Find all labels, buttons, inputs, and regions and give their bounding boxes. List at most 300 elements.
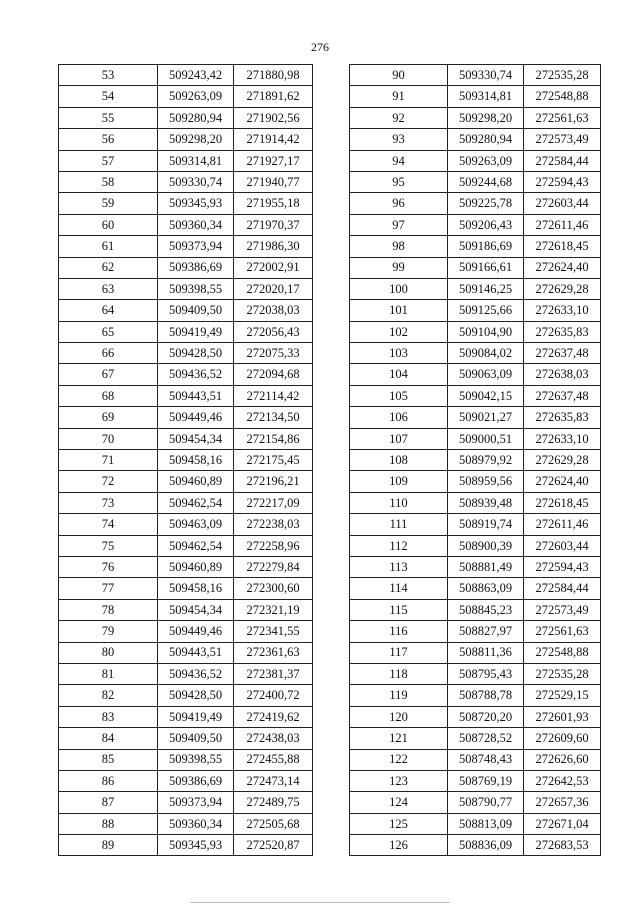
table-row: [350, 835, 601, 856]
table-row: [59, 471, 313, 492]
table-row: [350, 300, 601, 321]
y-coordinate-cell: 272114,42: [234, 385, 313, 406]
y-coordinate-cell: 272642,53: [524, 770, 601, 791]
x-coordinate-cell: 509443,51: [158, 385, 234, 406]
table-row: [350, 706, 601, 727]
table-row: [59, 770, 313, 791]
x-coordinate-cell: 508790,77: [448, 792, 524, 813]
x-coordinate-cell: 509449,46: [158, 621, 234, 642]
x-coordinate-cell: 508979,92: [448, 450, 524, 471]
table-row: [59, 535, 313, 556]
y-coordinate-cell: 272683,53: [524, 835, 601, 856]
table-row: [59, 792, 313, 813]
x-coordinate-cell: 508728,52: [448, 728, 524, 749]
table-row: [59, 86, 313, 107]
table-row: [59, 236, 313, 257]
point-number-cell: 65: [59, 321, 158, 342]
y-coordinate-cell: 272520,87: [234, 835, 313, 856]
point-number-cell: 73: [59, 492, 158, 513]
x-coordinate-cell: 509419,49: [158, 706, 234, 727]
y-coordinate-cell: 271880,98: [234, 65, 313, 86]
table-row: [59, 385, 313, 406]
y-coordinate-cell: 272594,43: [524, 556, 601, 577]
bottom-scan-line: [190, 902, 450, 903]
table-row: [350, 343, 601, 364]
y-coordinate-cell: 272279,84: [234, 556, 313, 577]
point-number-cell: 78: [59, 599, 158, 620]
point-number-cell: 116: [350, 621, 448, 642]
x-coordinate-cell: 509298,20: [448, 107, 524, 128]
y-coordinate-cell: 272300,60: [234, 578, 313, 599]
table-row: [59, 193, 313, 214]
y-coordinate-cell: 272594,43: [524, 171, 601, 192]
x-coordinate-cell: 508845,23: [448, 599, 524, 620]
table-row: [350, 492, 601, 513]
point-number-cell: 82: [59, 685, 158, 706]
table-row: [350, 86, 601, 107]
y-coordinate-cell: 272196,21: [234, 471, 313, 492]
x-coordinate-cell: 508939,48: [448, 492, 524, 513]
x-coordinate-cell: 509146,25: [448, 278, 524, 299]
point-number-cell: 120: [350, 706, 448, 727]
point-number-cell: 90: [350, 65, 448, 86]
table-row: [59, 364, 313, 385]
table-row: [59, 642, 313, 663]
y-coordinate-cell: 272618,45: [524, 492, 601, 513]
point-number-cell: 95: [350, 171, 448, 192]
point-number-cell: 106: [350, 407, 448, 428]
point-number-cell: 70: [59, 428, 158, 449]
y-coordinate-cell: 272633,10: [524, 428, 601, 449]
point-number-cell: 80: [59, 642, 158, 663]
x-coordinate-cell: 509460,89: [158, 556, 234, 577]
y-coordinate-cell: 272603,44: [524, 193, 601, 214]
point-number-cell: 81: [59, 663, 158, 684]
point-number-cell: 56: [59, 129, 158, 150]
point-number-cell: 59: [59, 193, 158, 214]
x-coordinate-cell: 509125,66: [448, 300, 524, 321]
point-number-cell: 118: [350, 663, 448, 684]
y-coordinate-cell: 272609,60: [524, 728, 601, 749]
y-coordinate-cell: 272134,50: [234, 407, 313, 428]
table-row: [59, 706, 313, 727]
y-coordinate-cell: 271914,42: [234, 129, 313, 150]
x-coordinate-cell: 509330,74: [448, 65, 524, 86]
y-coordinate-cell: 271986,30: [234, 236, 313, 257]
x-coordinate-cell: 509000,51: [448, 428, 524, 449]
y-coordinate-cell: 272258,96: [234, 535, 313, 556]
point-number-cell: 121: [350, 728, 448, 749]
x-coordinate-cell: 509298,20: [158, 129, 234, 150]
y-coordinate-cell: 272561,63: [524, 621, 601, 642]
table-row: [59, 278, 313, 299]
x-coordinate-cell: 509409,50: [158, 728, 234, 749]
point-number-cell: 84: [59, 728, 158, 749]
point-number-cell: 105: [350, 385, 448, 406]
point-number-cell: 114: [350, 578, 448, 599]
point-number-cell: 57: [59, 150, 158, 171]
table-row: [350, 621, 601, 642]
point-number-cell: 112: [350, 535, 448, 556]
table-row: [350, 257, 601, 278]
x-coordinate-cell: 509166,61: [448, 257, 524, 278]
x-coordinate-cell: 509462,54: [158, 492, 234, 513]
table-row: [350, 171, 601, 192]
y-coordinate-cell: 272321,19: [234, 599, 313, 620]
y-coordinate-cell: 272573,49: [524, 599, 601, 620]
table-row: [59, 685, 313, 706]
y-coordinate-cell: 272638,03: [524, 364, 601, 385]
table-row: [350, 428, 601, 449]
x-coordinate-cell: 509409,50: [158, 300, 234, 321]
x-coordinate-cell: 508827,97: [448, 621, 524, 642]
point-number-cell: 102: [350, 321, 448, 342]
x-coordinate-cell: 509436,52: [158, 364, 234, 385]
point-number-cell: 87: [59, 792, 158, 813]
y-coordinate-cell: 272489,75: [234, 792, 313, 813]
x-coordinate-cell: 509460,89: [158, 471, 234, 492]
point-number-cell: 115: [350, 599, 448, 620]
y-coordinate-cell: 272624,40: [524, 471, 601, 492]
table-row: [59, 728, 313, 749]
x-coordinate-cell: 509428,50: [158, 343, 234, 364]
x-coordinate-cell: 509386,69: [158, 257, 234, 278]
x-coordinate-cell: 509206,43: [448, 214, 524, 235]
point-number-cell: 62: [59, 257, 158, 278]
point-number-cell: 125: [350, 813, 448, 834]
table-row: [350, 578, 601, 599]
table-row: [350, 236, 601, 257]
point-number-cell: 66: [59, 343, 158, 364]
x-coordinate-cell: 509021,27: [448, 407, 524, 428]
table-row: [350, 599, 601, 620]
table-row: [350, 385, 601, 406]
point-number-cell: 93: [350, 129, 448, 150]
x-coordinate-cell: 509244,68: [448, 171, 524, 192]
y-coordinate-cell: 272611,46: [524, 214, 601, 235]
y-coordinate-cell: 272629,28: [524, 278, 601, 299]
coordinates-table-left-body: [59, 65, 313, 856]
point-number-cell: 104: [350, 364, 448, 385]
point-number-cell: 83: [59, 706, 158, 727]
table-row: [59, 813, 313, 834]
y-coordinate-cell: 272038,03: [234, 300, 313, 321]
point-number-cell: 67: [59, 364, 158, 385]
x-coordinate-cell: 509462,54: [158, 535, 234, 556]
y-coordinate-cell: 272075,33: [234, 343, 313, 364]
x-coordinate-cell: 509345,93: [158, 835, 234, 856]
x-coordinate-cell: 509428,50: [158, 685, 234, 706]
point-number-cell: 71: [59, 450, 158, 471]
table-row: [350, 535, 601, 556]
y-coordinate-cell: 272473,14: [234, 770, 313, 791]
point-number-cell: 85: [59, 749, 158, 770]
point-number-cell: 117: [350, 642, 448, 663]
table-row: [350, 450, 601, 471]
y-coordinate-cell: 272529,15: [524, 685, 601, 706]
y-coordinate-cell: 272635,83: [524, 321, 601, 342]
y-coordinate-cell: 272535,28: [524, 663, 601, 684]
x-coordinate-cell: 509360,34: [158, 214, 234, 235]
point-number-cell: 96: [350, 193, 448, 214]
y-coordinate-cell: 272624,40: [524, 257, 601, 278]
table-row: [59, 450, 313, 471]
point-number-cell: 101: [350, 300, 448, 321]
x-coordinate-cell: 508813,09: [448, 813, 524, 834]
x-coordinate-cell: 509436,52: [158, 663, 234, 684]
y-coordinate-cell: 272217,09: [234, 492, 313, 513]
y-coordinate-cell: 271970,37: [234, 214, 313, 235]
table-row: [350, 685, 601, 706]
table-row: [59, 214, 313, 235]
x-coordinate-cell: 509443,51: [158, 642, 234, 663]
table-row: [59, 321, 313, 342]
point-number-cell: 60: [59, 214, 158, 235]
point-number-cell: 79: [59, 621, 158, 642]
x-coordinate-cell: 509104,90: [448, 321, 524, 342]
x-coordinate-cell: 509398,55: [158, 749, 234, 770]
point-number-cell: 72: [59, 471, 158, 492]
table-row: [350, 556, 601, 577]
point-number-cell: 53: [59, 65, 158, 86]
table-row: [350, 728, 601, 749]
x-coordinate-cell: 508720,20: [448, 706, 524, 727]
y-coordinate-cell: 272584,44: [524, 150, 601, 171]
point-number-cell: 113: [350, 556, 448, 577]
table-row: [350, 214, 601, 235]
table-row: [350, 407, 601, 428]
point-number-cell: 119: [350, 685, 448, 706]
x-coordinate-cell: 508919,74: [448, 514, 524, 535]
y-coordinate-cell: 272020,17: [234, 278, 313, 299]
point-number-cell: 99: [350, 257, 448, 278]
table-row: [59, 428, 313, 449]
y-coordinate-cell: 272341,55: [234, 621, 313, 642]
table-row: [59, 300, 313, 321]
table-row: [59, 621, 313, 642]
table-row: [350, 193, 601, 214]
coordinates-table-left: [58, 64, 313, 856]
point-number-cell: 55: [59, 107, 158, 128]
table-row: [350, 65, 601, 86]
table-row: [350, 471, 601, 492]
x-coordinate-cell: 509186,69: [448, 236, 524, 257]
x-coordinate-cell: 508881,49: [448, 556, 524, 577]
point-number-cell: 107: [350, 428, 448, 449]
y-coordinate-cell: 272175,45: [234, 450, 313, 471]
y-coordinate-cell: 272635,83: [524, 407, 601, 428]
y-coordinate-cell: 272154,86: [234, 428, 313, 449]
table-row: [350, 749, 601, 770]
y-coordinate-cell: 272548,88: [524, 86, 601, 107]
x-coordinate-cell: 509263,09: [158, 86, 234, 107]
x-coordinate-cell: 509373,94: [158, 792, 234, 813]
y-coordinate-cell: 272455,88: [234, 749, 313, 770]
x-coordinate-cell: 508863,09: [448, 578, 524, 599]
point-number-cell: 86: [59, 770, 158, 791]
y-coordinate-cell: 272548,88: [524, 642, 601, 663]
x-coordinate-cell: 508900,39: [448, 535, 524, 556]
table-row: [350, 321, 601, 342]
point-number-cell: 110: [350, 492, 448, 513]
y-coordinate-cell: 271927,17: [234, 150, 313, 171]
table-row: [59, 257, 313, 278]
y-coordinate-cell: 271891,62: [234, 86, 313, 107]
x-coordinate-cell: 508836,09: [448, 835, 524, 856]
x-coordinate-cell: 508748,43: [448, 749, 524, 770]
x-coordinate-cell: 509454,34: [158, 428, 234, 449]
x-coordinate-cell: 509360,34: [158, 813, 234, 834]
y-coordinate-cell: 272535,28: [524, 65, 601, 86]
x-coordinate-cell: 508769,19: [448, 770, 524, 791]
table-row: [59, 514, 313, 535]
y-coordinate-cell: 271902,56: [234, 107, 313, 128]
point-number-cell: 124: [350, 792, 448, 813]
table-row: [59, 749, 313, 770]
point-number-cell: 77: [59, 578, 158, 599]
y-coordinate-cell: 272633,10: [524, 300, 601, 321]
table-row: [350, 364, 601, 385]
point-number-cell: 103: [350, 343, 448, 364]
point-number-cell: 91: [350, 86, 448, 107]
x-coordinate-cell: 509330,74: [158, 171, 234, 192]
x-coordinate-cell: 509063,09: [448, 364, 524, 385]
x-coordinate-cell: 509463,09: [158, 514, 234, 535]
x-coordinate-cell: 509042,15: [448, 385, 524, 406]
x-coordinate-cell: 508811,36: [448, 642, 524, 663]
x-coordinate-cell: 509225,78: [448, 193, 524, 214]
point-number-cell: 94: [350, 150, 448, 171]
x-coordinate-cell: 508788,78: [448, 685, 524, 706]
point-number-cell: 100: [350, 278, 448, 299]
x-coordinate-cell: 509454,34: [158, 599, 234, 620]
table-row: [350, 813, 601, 834]
table-row: [350, 792, 601, 813]
table-row: [350, 770, 601, 791]
x-coordinate-cell: 509419,49: [158, 321, 234, 342]
y-coordinate-cell: 272573,49: [524, 129, 601, 150]
table-row: [59, 107, 313, 128]
point-number-cell: 69: [59, 407, 158, 428]
x-coordinate-cell: 509373,94: [158, 236, 234, 257]
y-coordinate-cell: 272637,48: [524, 385, 601, 406]
y-coordinate-cell: 272056,43: [234, 321, 313, 342]
point-number-cell: 61: [59, 236, 158, 257]
point-number-cell: 89: [59, 835, 158, 856]
y-coordinate-cell: 272637,48: [524, 343, 601, 364]
x-coordinate-cell: 509314,81: [158, 150, 234, 171]
table-row: [59, 150, 313, 171]
y-coordinate-cell: 272419,62: [234, 706, 313, 727]
x-coordinate-cell: 509386,69: [158, 770, 234, 791]
x-coordinate-cell: 509084,02: [448, 343, 524, 364]
table-row: [350, 663, 601, 684]
point-number-cell: 88: [59, 813, 158, 834]
point-number-cell: 109: [350, 471, 448, 492]
x-coordinate-cell: 509398,55: [158, 278, 234, 299]
page-number: 276: [311, 40, 329, 54]
point-number-cell: 58: [59, 171, 158, 192]
point-number-cell: 111: [350, 514, 448, 535]
x-coordinate-cell: 509345,93: [158, 193, 234, 214]
y-coordinate-cell: 272002,91: [234, 257, 313, 278]
table-row: [350, 150, 601, 171]
table-row: [350, 642, 601, 663]
table-row: [59, 492, 313, 513]
table-row: [350, 107, 601, 128]
table-row: [59, 171, 313, 192]
point-number-cell: 76: [59, 556, 158, 577]
y-coordinate-cell: 272626,60: [524, 749, 601, 770]
table-row: [59, 343, 313, 364]
y-coordinate-cell: 271955,18: [234, 193, 313, 214]
point-number-cell: 75: [59, 535, 158, 556]
y-coordinate-cell: 272657,36: [524, 792, 601, 813]
coordinates-table-right: [349, 64, 601, 856]
x-coordinate-cell: 509280,94: [158, 107, 234, 128]
table-row: [59, 65, 313, 86]
x-coordinate-cell: 509280,94: [448, 129, 524, 150]
point-number-cell: 74: [59, 514, 158, 535]
table-row: [350, 129, 601, 150]
y-coordinate-cell: 272505,68: [234, 813, 313, 834]
table-row: [59, 835, 313, 856]
coordinates-table-right-body: [350, 65, 601, 856]
y-coordinate-cell: 272238,03: [234, 514, 313, 535]
table-row: [59, 599, 313, 620]
y-coordinate-cell: 272629,28: [524, 450, 601, 471]
point-number-cell: 97: [350, 214, 448, 235]
table-row: [59, 663, 313, 684]
x-coordinate-cell: 508795,43: [448, 663, 524, 684]
x-coordinate-cell: 509458,16: [158, 450, 234, 471]
y-coordinate-cell: 272611,46: [524, 514, 601, 535]
point-number-cell: 98: [350, 236, 448, 257]
table-row: [350, 514, 601, 535]
y-coordinate-cell: 272381,37: [234, 663, 313, 684]
y-coordinate-cell: 272400,72: [234, 685, 313, 706]
table-row: [350, 278, 601, 299]
y-coordinate-cell: 272361,63: [234, 642, 313, 663]
y-coordinate-cell: 272094,68: [234, 364, 313, 385]
table-row: [59, 407, 313, 428]
y-coordinate-cell: 272603,44: [524, 535, 601, 556]
x-coordinate-cell: 509449,46: [158, 407, 234, 428]
point-number-cell: 68: [59, 385, 158, 406]
y-coordinate-cell: 272601,93: [524, 706, 601, 727]
x-coordinate-cell: 509458,16: [158, 578, 234, 599]
y-coordinate-cell: 272618,45: [524, 236, 601, 257]
x-coordinate-cell: 509243,42: [158, 65, 234, 86]
point-number-cell: 54: [59, 86, 158, 107]
table-row: [59, 129, 313, 150]
point-number-cell: 126: [350, 835, 448, 856]
y-coordinate-cell: 272671,04: [524, 813, 601, 834]
y-coordinate-cell: 272584,44: [524, 578, 601, 599]
x-coordinate-cell: 509263,09: [448, 150, 524, 171]
x-coordinate-cell: 509314,81: [448, 86, 524, 107]
table-row: [59, 578, 313, 599]
y-coordinate-cell: 271940,77: [234, 171, 313, 192]
table-row: [59, 556, 313, 577]
point-number-cell: 63: [59, 278, 158, 299]
point-number-cell: 122: [350, 749, 448, 770]
y-coordinate-cell: 272561,63: [524, 107, 601, 128]
y-coordinate-cell: 272438,03: [234, 728, 313, 749]
point-number-cell: 123: [350, 770, 448, 791]
point-number-cell: 64: [59, 300, 158, 321]
point-number-cell: 108: [350, 450, 448, 471]
